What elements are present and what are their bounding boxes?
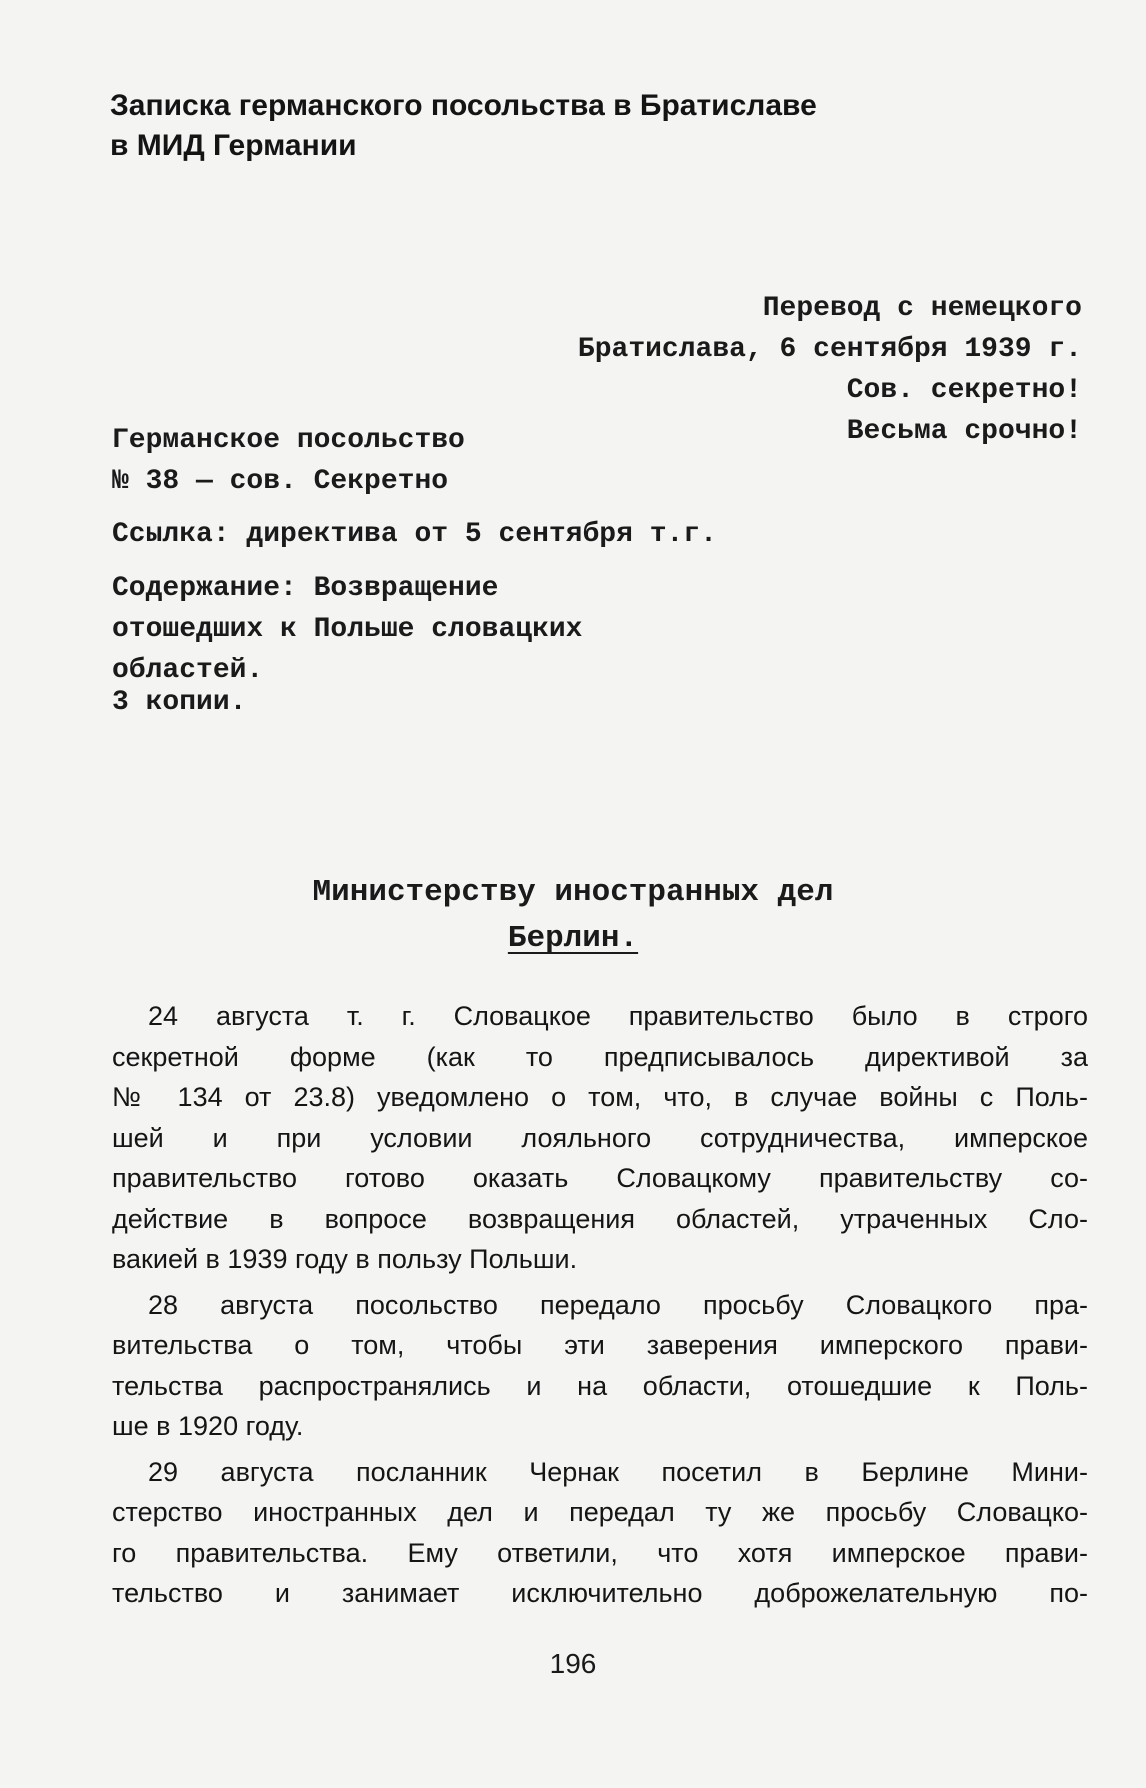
paragraph-line: вакией в 1939 году в пользу Польши. <box>112 1244 578 1274</box>
place-date: Братислава, 6 сентября 1939 г. <box>577 334 1082 365</box>
heading-line-2: в МИД Германии <box>110 129 357 162</box>
paragraph-2 <box>112 1285 1088 1447</box>
sender-line-1: Германское посольство <box>112 425 465 456</box>
paragraph-line: действие в вопросе возвращения областей, утраченных Сло- <box>112 1203 1088 1234</box>
paragraph-line: шей и при условии лояльного сотрудничества, имперское <box>112 1122 1088 1153</box>
content-line-3: областей. <box>112 655 264 686</box>
document-heading <box>110 86 1050 166</box>
copies-line <box>112 682 246 723</box>
content-line-1: Содержание: Возвращение <box>112 573 499 604</box>
heading-line-1: Записка германского посольства в Братиславе <box>110 89 817 122</box>
paragraph-line: вительства о том, чтобы эти заверения имперского прави- <box>112 1330 1088 1360</box>
paragraph-line: № 134 от 23.8) уведомлено о том, что, в случае войны с Поль- <box>112 1082 1088 1112</box>
show-through-text <box>180 180 187 211</box>
classification-mark: Сов. секретно! <box>846 375 1082 406</box>
paragraph-line: секретной форме (как то предписывалось директивой за <box>112 1041 1088 1072</box>
sender-block <box>112 420 465 502</box>
translation-note: Перевод с немецкого <box>762 293 1082 324</box>
paragraph-line: стерство иностранных дел и передал ту же просьбу Словацко- <box>112 1497 1088 1527</box>
addressee-ministry: Министерству иностранных дел <box>312 875 834 910</box>
paragraph-line: ше в 1920 году. <box>112 1411 304 1441</box>
reference-line <box>112 514 717 555</box>
addressee-block <box>0 870 1146 962</box>
header-right-block <box>578 288 1082 452</box>
paragraph-line: 29 августа посланник Чернак посетил в Берлине Мини- <box>148 1456 1088 1487</box>
paragraph-1 <box>112 996 1088 1280</box>
paragraph-line: го правительства. Ему ответили, что хотя имперское прави- <box>112 1537 1088 1568</box>
urgency-mark: Весьма срочно! <box>846 416 1082 447</box>
paragraph-line: тельства распространялись и на области, отошедшие к Поль- <box>112 1370 1088 1401</box>
content-line-2: отошедших к Польше словацких <box>112 614 583 645</box>
paragraph-line: 24 августа т. г. Словацкое правительство было в строго <box>148 1001 1088 1031</box>
paragraph-3 <box>112 1452 1088 1614</box>
paragraph-line: 28 августа посольство передало просьбу Словацкого пра- <box>148 1289 1088 1320</box>
page-number: 196 <box>549 1648 597 1679</box>
addressee-city: Берлин. <box>507 921 639 956</box>
body-text <box>112 996 1088 1614</box>
paragraph-line: тельство и занимает исключительно доброжелательную по- <box>112 1578 1088 1608</box>
sender-line-2: № 38 — сов. Секретно <box>112 466 449 497</box>
content-block <box>112 568 582 691</box>
paragraph-line: правительство готово оказать Словацкому правительству со- <box>112 1163 1088 1193</box>
reference-text: Ссылка: директива от 5 сентября т.г. <box>112 519 717 550</box>
copies-text: 3 копии. <box>112 687 247 718</box>
